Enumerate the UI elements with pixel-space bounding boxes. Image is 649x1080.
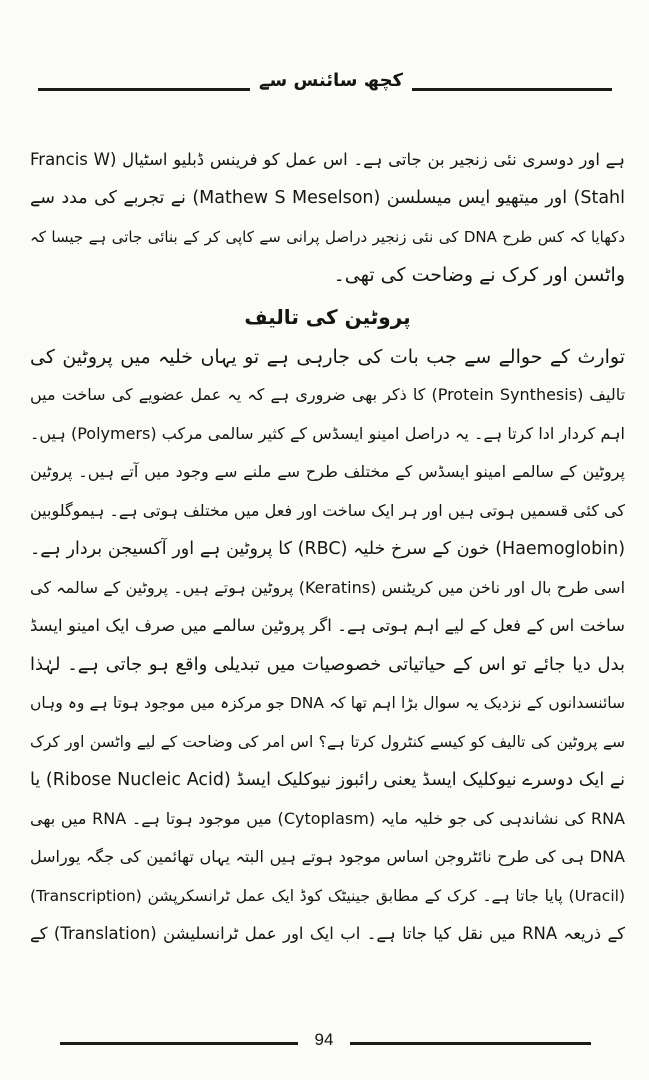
paragraph-1-line: دکھایا کہ کس طرح DNA کی نئی زنجیر دراصل پرانی سے کاپی کر کے بنائی جاتی ہے جیسا کہ — [30, 228, 625, 246]
paragraph-2-line: سائنسدانوں کے نزدیک یہ سوال بڑا اہم تھا کہ DNA جو مرکزہ میں موجود ہوتا ہے وہ وہاں — [30, 694, 625, 712]
running-header-title: کچھ سائنس سے — [258, 70, 404, 91]
paragraph-2-line: (Uracil) پایا جاتا ہے۔ کرک کے مطابق جینیٹک کوڈ ایک عمل ٹرانسکرپشن (Transcription) — [30, 887, 625, 905]
paragraph-2-line: اہم کردار ادا کرتا ہے۔ یہ دراصل امینو ایسڈس کے کثیر سالمی مرکب (Polymers) ہیں۔ — [30, 424, 625, 443]
paragraph-2-line: توارث کے حوالے سے جب بات کی جارہی ہے تو یہاں خلیہ میں پروٹین کی — [30, 346, 625, 368]
paragraph-2-line: پروٹین کے سالمے امینو ایسڈس کے مختلف طرح سے ملنے سے وجود میں آتے ہیں۔ پروٹین — [30, 462, 625, 481]
section-heading: پروٹین کی تالیف — [244, 305, 411, 329]
paragraph-2-line: (Haemoglobin) خون کے سرخ خلیہ (RBC) کا پروٹین ہے اور آکسیجن بردار ہے۔ — [30, 539, 625, 559]
paragraph-2-line: تالیف (Protein Synthesis) کا ذکر بھی ضروری ہے کہ یہ عمل عضویے کی ساخت میں — [30, 385, 625, 404]
running-header — [0, 64, 649, 104]
paragraph-1-line: Stahl) اور میتھیو ایس میسلسن (Mathew S Meselson) نے تجربے کی مدد سے — [30, 188, 625, 208]
page-footer — [0, 1026, 649, 1060]
header-rule-right — [412, 88, 612, 91]
paragraph-2-line: کے ذریعہ RNA میں نقل کیا جاتا ہے۔ اب ایک اور عمل ٹرانسلیشن (Translation) کے — [30, 924, 625, 943]
header-rule-left — [38, 88, 250, 91]
paragraph-2-line: بدل دیا جائے تو اس کے حیاتیاتی خصوصیات میں تبدیلی واقع ہو جاتی ہے۔ لہٰذا — [30, 654, 625, 675]
paragraph-2-line: ساخت اس کے فعل کے لیے اہم ہوتی ہے۔ اگر پروٹین سالمے میں صرف ایک امینو ایسڈ — [30, 616, 625, 635]
paragraph-1-line: ہے اور دوسری نئی زنجیر بن جاتی ہے۔ اس عمل کو فرینس ڈبلیو اسٹیال (Francis W — [30, 150, 625, 169]
footer-rule-right — [350, 1042, 591, 1045]
paragraph-2-line: سے پروٹین کی تالیف کو کیسے کنٹرول کرتا ہے؟ اس امر کی وضاحت کے لیے واٹسن اور کرک — [30, 733, 625, 751]
paragraph-1-line: واٹسن اور کرک نے وضاحت کی تھی۔ — [333, 264, 625, 286]
paragraph-2-line: کی کئی قسمیں ہوتی ہیں اور ہر ایک ساخت اور فعل میں مختلف ہوتی ہے۔ ہیموگلوبین — [30, 501, 625, 520]
paragraph-2-line: DNA ہی کی طرح نائٹروجن اساس موجود ہوتے ہیں البتہ یہاں تھائمین کی جگہ یوراسل — [30, 847, 625, 866]
paragraph-2-line: RNA کی نشاندہی کی جو خلیہ مایہ (Cytoplasm) میں موجود ہوتا ہے۔ RNA میں بھی — [30, 809, 625, 828]
paragraph-2-line: نے ایک دوسرے نیوکلیک ایسڈ یعنی رائبوز نیوکلیک ایسڈ (Ribose Nucleic Acid) یا — [30, 770, 625, 790]
paragraph-2-line: اسی طرح بال اور ناخن میں کریٹنس (Keratins) پروٹین ہوتے ہیں۔ پروٹین کے سالمہ کی — [30, 578, 625, 597]
page-number: 94 — [314, 1030, 334, 1049]
footer-rule-left — [60, 1042, 298, 1045]
